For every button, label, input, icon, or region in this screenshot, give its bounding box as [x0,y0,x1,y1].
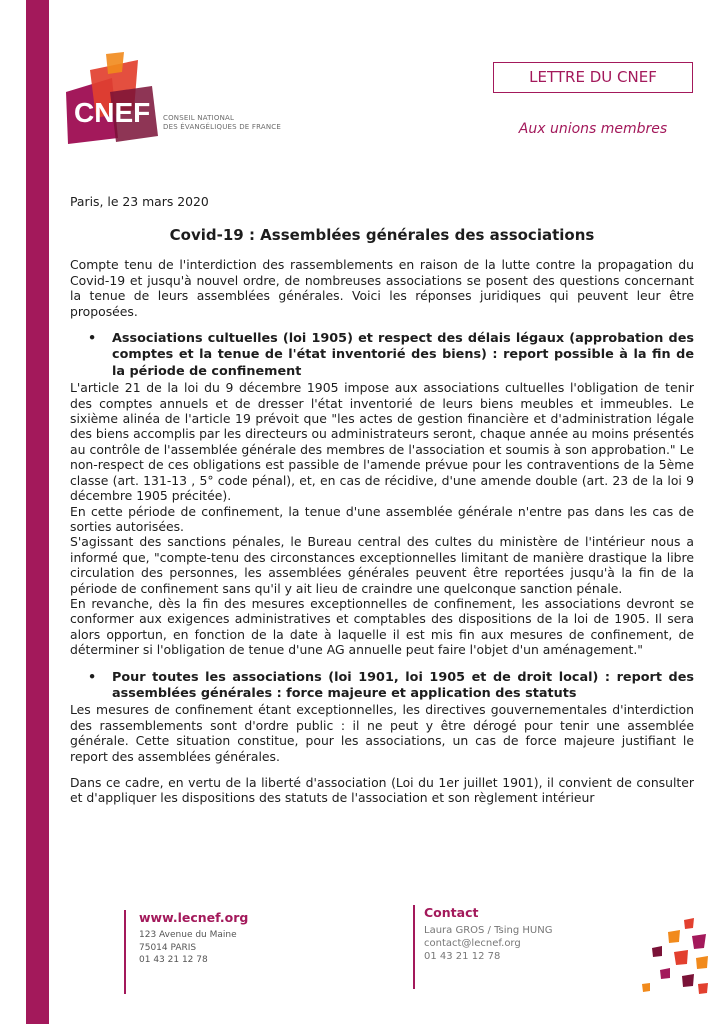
footer-contact [413,905,588,989]
logo-subtitle-line: CONSEIL NATIONAL [163,114,235,122]
document-body [70,194,694,806]
bullet-marker: • [88,331,97,347]
contact-email[interactable]: contact@lecnef.org [424,938,521,949]
phone-number: 01 43 21 12 78 [139,955,208,965]
paragraph: Les mesures de confinement étant exceptionnelles, les directives gouvernementales d'interdiction des rassemblements sont d'ordre public : il ne peut y être dérogé pour tenir une assemblée générale. Cette situation constitue, pour les associations, un cas de force majeure justifiant le report des assemblées générales. [70,702,694,764]
bullet-marker: • [88,669,97,685]
decorative-shapes-icon [640,918,710,998]
document-title: Covid-19 : Assemblées générales des associations [169,226,595,245]
section-heading-text: Pour toutes les associations (loi 1901, loi 1905 et de droit local) : report des assemblées générales : force majeure et application des statuts [112,669,694,701]
letter-label: LETTRE DU CNEF [493,62,693,93]
address-line: 75014 PARIS [139,942,197,953]
cnef-logo [60,52,180,152]
paragraph: L'article 21 de la loi du 9 décembre 1905 impose aux associations cultuelles l'obligation de tenir des comptes annuels et de dresser l'état inventorié de leurs biens meubles et immeubles. Le sixième alinéa de l'article 19 prévoit que "les actes de gestion financière et d'administration légale des biens accomplis par les directeurs ou administrateurs seront, chaque année au moins présentés au contrôle de l'assemblée générale des membres de l'association et soumis à son approbation." Le non-respect de ces obligations est passible de l'amende prévue pour les contraventions de la 5ème classe (art. 131-13 , 5° code pénal), et, en cas de récidive, d'une amende double (art. 23 de la loi 9 décembre 1905 précitée). [70,380,694,504]
section-heading-text: Associations cultuelles (loi 1905) et respect des délais légaux (approbation des comptes et la tenue de l'état inventorié des biens) : report possible à la fin de la période de confinement [112,331,694,379]
recipient: Aux unions membres [518,121,668,137]
contact-phone: 01 43 21 12 78 [424,951,501,962]
contact-heading: Contact [424,905,479,920]
sidebar-band [26,0,49,1024]
document-date: Paris, le 23 mars 2020 [70,194,209,209]
section-heading [70,331,694,380]
paragraph: En cette période de confinement, la tenue d'une assemblée générale n'entre pas dans les cas de sorties autorisées. [70,503,694,534]
address-line: 123 Avenue du Maine [139,930,237,940]
paragraph: En revanche, dès la fin des mesures exceptionnelles de confinement, les associations devront se conformer aux exigences administratives et comptables des dispositions de la loi de 1905. Il sera alors opportun, en fonction de la date à laquelle il est mis fin aux mesures de confinement, de déterminer si l'obligation de tenue d'une AG annuelle peut faire l'objet d'un aménagement." [70,595,694,658]
logo-text: CNEF [74,97,151,128]
paragraph: Dans ce cadre, en vertu de la liberté d'association (Loi du 1er juillet 1901), il convient de consulter et d'appliquer les dispositions des statuts de l'association et son règlement intérieur [70,775,694,806]
logo-subtitle-line: DES ÉVANGÉLIQUES DE FRANCE [163,123,281,131]
logo-subtitle [163,114,281,132]
intro-paragraph: Compte tenu de l'interdiction des rassemblements en raison de la lutte contre la propagation du Covid-19 et jusqu'à nouvel ordre, de nombreuses associations se posent des questions concernant la tenue de leurs assemblées générales. Voici les réponses juridiques qui peuvent leur être proposées. [70,257,694,319]
contact-names: Laura GROS / Tsing HUNG [424,925,553,936]
footer-address [124,910,299,994]
section-heading [70,670,694,703]
paragraph: S'agissant des sanctions pénales, le Bureau central des cultes du ministère de l'intérieur nous a informé que, "compte-tenu des circonstances exceptionnelles limitant de manière drastique la libre circulation des personnes, les assemblées générales peuvent être reportées jusqu'à la fin de la période de confinement sans qu'il y ait lieu de craindre une quelconque sanction pénale. [70,534,694,596]
website-link[interactable]: www.lecnef.org [139,910,249,925]
